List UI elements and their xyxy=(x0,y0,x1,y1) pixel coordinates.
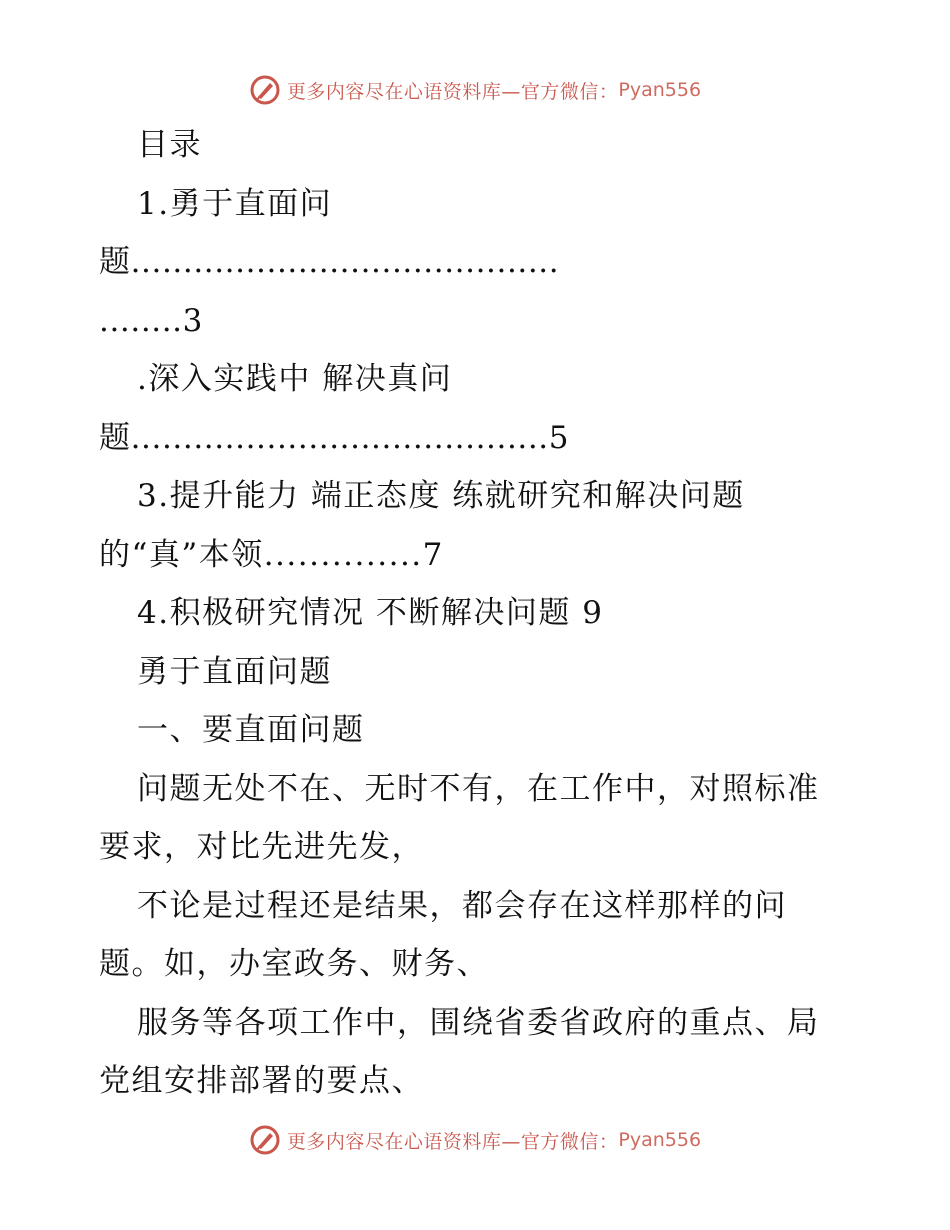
paragraph-line: 问题无处不在、无时不有，在工作中，对照标准 xyxy=(137,770,820,807)
toc-title: 目录 xyxy=(137,127,202,163)
toc-entry-1-leader: 题......................................... xyxy=(99,244,560,280)
quill-logo-icon xyxy=(249,74,281,106)
toc-entry-3: 3.提升能力 端正态度 练就研究和解决问题 xyxy=(137,478,745,514)
document-body xyxy=(99,116,854,1111)
subsection-heading: 一、要直面问题 xyxy=(137,712,365,748)
paragraph-line: 题。如，办室政务、财务、 xyxy=(99,946,489,982)
section-heading: 勇于直面问题 xyxy=(137,653,332,690)
toc-entry-2-leader: 题........................................5 xyxy=(99,419,570,456)
paragraph-line: 党组安排部署的要点、 xyxy=(99,1063,424,1099)
toc-entry-1-page: ........3 xyxy=(99,302,203,339)
paragraph-line: 服务等各项工作中，围绕省委省政府的重点、局 xyxy=(137,1004,820,1041)
toc-entry-3-leader: 的“真”本领..............7 xyxy=(99,536,444,573)
watermark-wechat-id: Pyan556 xyxy=(618,79,702,101)
watermark-wechat-id: Pyan556 xyxy=(618,1129,702,1151)
toc-entry-4: 4.积极研究情况 不断解决问题 9 xyxy=(137,595,604,631)
watermark-text: 更多内容尽在心语资料库—官方微信： xyxy=(286,80,619,103)
toc-entry-1: 1.勇于直面问 xyxy=(137,185,333,222)
paragraph-line: 不论是过程还是结果，都会存在这样那样的问 xyxy=(137,887,787,924)
watermark-text: 更多内容尽在心语资料库—官方微信： xyxy=(286,1130,619,1153)
header-watermark xyxy=(0,70,950,110)
quill-logo-icon xyxy=(249,1124,281,1156)
paragraph-line: 要求，对比先进先发， xyxy=(99,829,424,865)
toc-entry-2: .深入实践中 解决真问 xyxy=(137,361,453,397)
footer-watermark xyxy=(0,1120,950,1160)
